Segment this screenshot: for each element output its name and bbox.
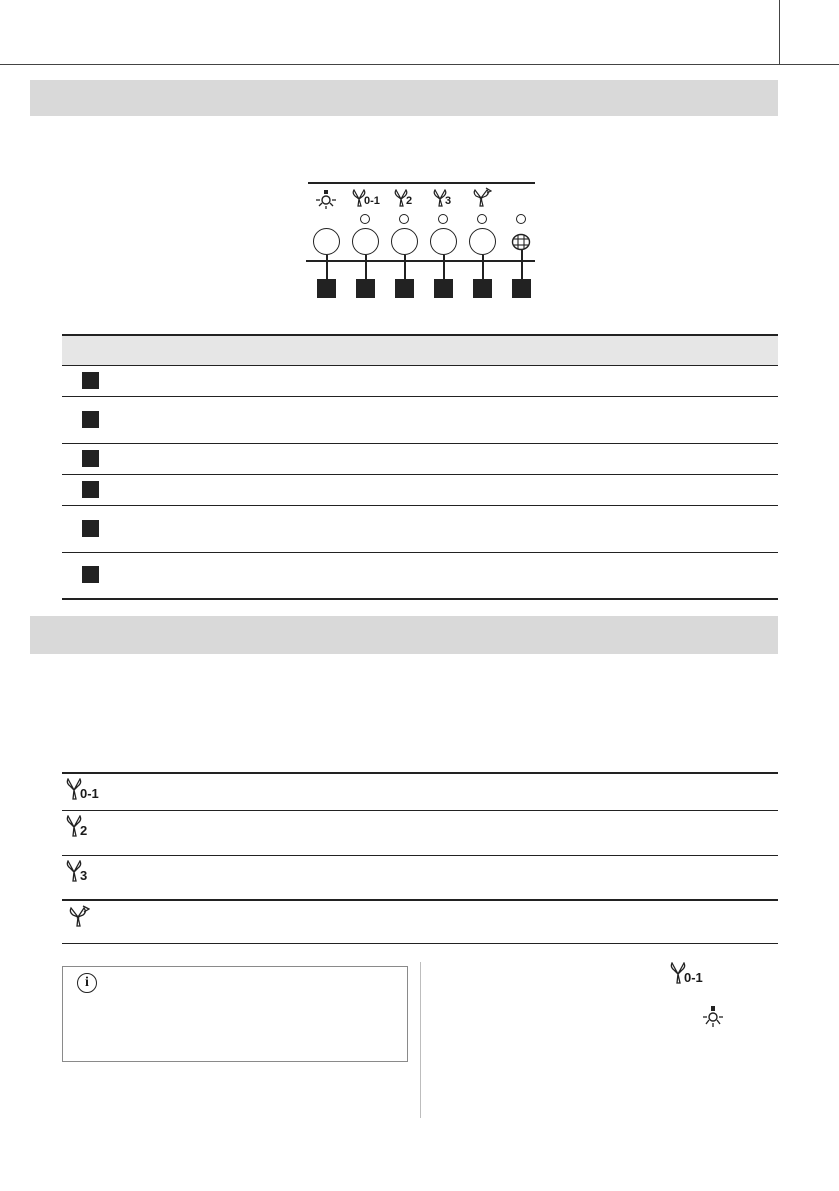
light-button[interactable] (313, 228, 340, 255)
fan-speed-0-1-icon (352, 189, 382, 209)
fan-boost-button[interactable] (469, 228, 496, 255)
table-row-divider (62, 365, 778, 366)
info-icon: i (77, 973, 97, 993)
control-table-header (62, 334, 778, 365)
callout-stem (326, 255, 328, 280)
callout-marker (395, 279, 414, 298)
fan-3-button[interactable] (430, 228, 457, 255)
speed-label: 2 (80, 823, 88, 838)
fan-speed-label: 2 (406, 195, 413, 207)
fan-boost-led (477, 214, 487, 224)
callout-stem (521, 250, 523, 280)
table-bottom-rule (62, 598, 778, 600)
speed-table-bottom-rule (62, 943, 778, 944)
table-row-marker (82, 450, 99, 467)
panel-bottom-edge (306, 260, 535, 262)
fan-speed-label: 3 (445, 195, 452, 207)
callout-marker (317, 279, 336, 298)
section-heading-bar (30, 616, 778, 654)
fan-0-1-button[interactable] (352, 228, 379, 255)
info-note-box (62, 966, 408, 1062)
table-row-marker (82, 481, 99, 498)
table-row-divider (62, 443, 778, 444)
section-heading-bar (30, 80, 778, 116)
callout-stem (365, 255, 367, 280)
callout-stem (482, 255, 484, 280)
table-row-divider (62, 505, 778, 506)
table-row-divider (62, 474, 778, 475)
callout-marker (434, 279, 453, 298)
table-row-marker (82, 566, 99, 583)
table-row-divider (62, 396, 778, 397)
speed-row-icon-2 (66, 815, 106, 841)
panel-top-edge (308, 182, 535, 184)
fan-boost-icon (472, 187, 492, 209)
filter-led (516, 214, 526, 224)
column-divider (420, 962, 421, 1118)
callout-stem (443, 255, 445, 280)
light-bulb-icon (315, 190, 337, 210)
speed-table-divider (62, 899, 778, 901)
table-row-marker (82, 520, 99, 537)
fan-2-button[interactable] (391, 228, 418, 255)
fan-2-led (399, 214, 409, 224)
control-panel-diagram (306, 182, 535, 306)
table-row-marker (82, 372, 99, 389)
speed-table-divider (62, 810, 778, 811)
fan-3-led (438, 214, 448, 224)
speed-table-top-rule (62, 772, 778, 774)
callout-marker (356, 279, 375, 298)
light-bulb-icon (702, 1006, 724, 1028)
page-top-rule (0, 64, 839, 65)
speed-table-divider (62, 855, 778, 856)
fan-speed-3-icon (433, 189, 457, 209)
table-row-divider (62, 552, 778, 553)
fan-speed-2-icon (394, 189, 418, 209)
speed-row-icon-3 (66, 860, 106, 886)
speed-label: 3 (80, 868, 88, 883)
fan-speed-label: 0-1 (364, 195, 380, 207)
fan-boost-icon (68, 905, 90, 929)
fan-0-1-led (360, 214, 370, 224)
callout-marker (473, 279, 492, 298)
table-row-marker (82, 411, 99, 428)
speed-label: 0-1 (80, 786, 99, 801)
speed-row-icon-0-1 (66, 778, 116, 804)
page-corner-mark (779, 0, 780, 64)
inline-fan-label: 0-1 (684, 970, 703, 985)
inline-fan-0-1-icon (670, 962, 720, 986)
callout-marker (512, 279, 531, 298)
grease-filter-icon[interactable] (511, 233, 531, 251)
callout-stem (404, 255, 406, 280)
